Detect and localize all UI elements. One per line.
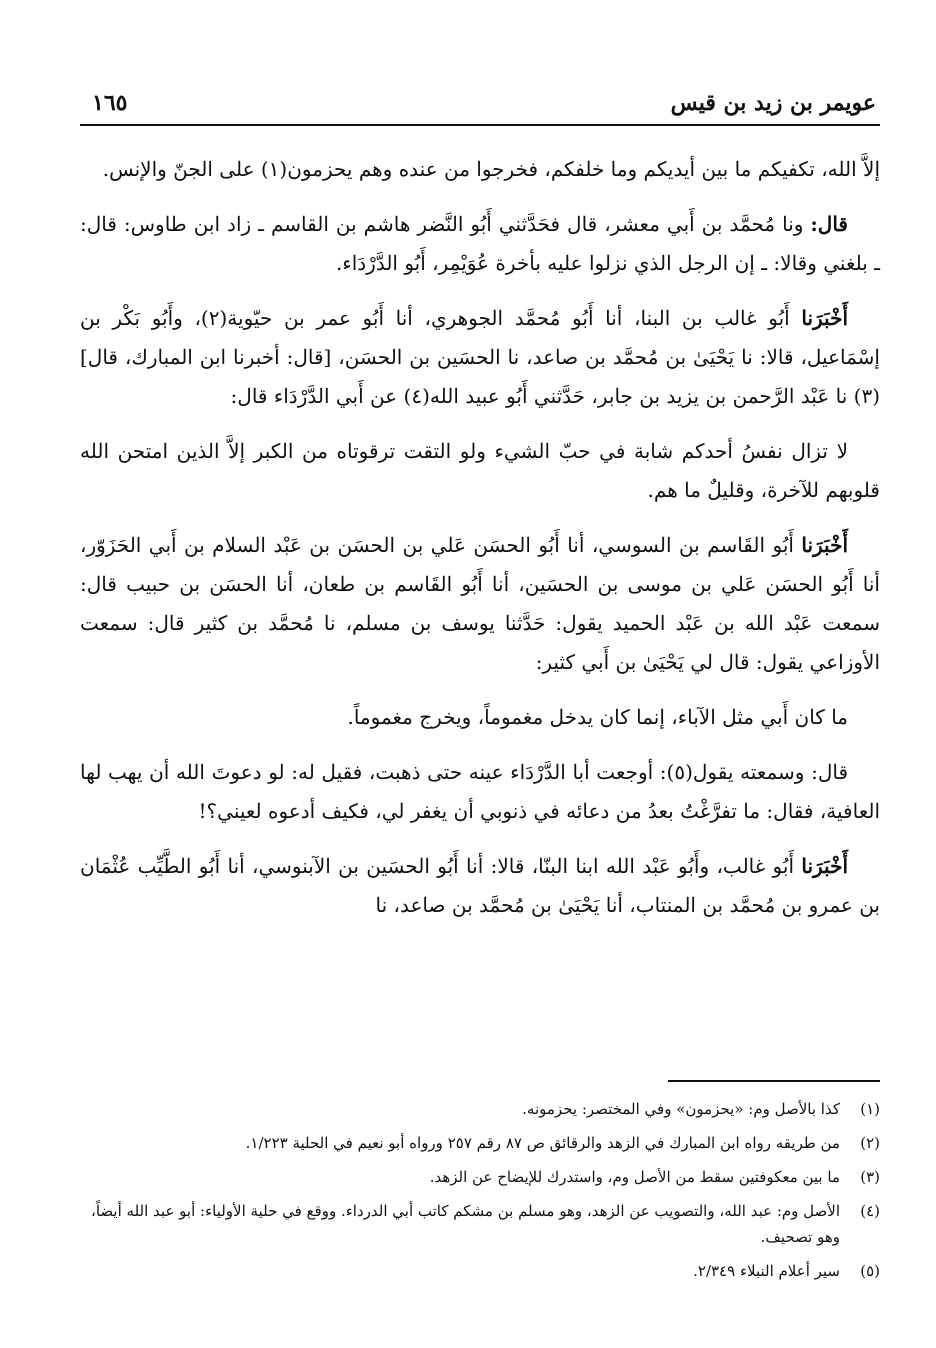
footnote-text: من طريقه رواه ابن المبارك في الزهد والرقائق ص ٨٧ رقم ٢٥٧ ورواه أبو نعيم في الحلية ١/٢٢٣. — [245, 1134, 840, 1152]
footnote-number: (٤) — [860, 1202, 880, 1220]
footnote-2 — [80, 1130, 880, 1156]
paragraph-text: قال: وسمعته يقول(٥): أوجعت أبا الدَّرْدَاء عينه حتى ذهبت، فقيل له: لو دعوتَ الله أن يهب لها العافية، فقال: ما تفرَّغْتُ بعدُ من دعائه في ذنوبي أن يغفر لي، فكيف أدعوه لعيني؟! — [80, 760, 880, 823]
footnote-5 — [80, 1258, 880, 1284]
paragraph-text: أَبُو القَاسم بن السوسي، أنا أَبُو الحسَن عَلي بن الحسَن بن عَبْد السلام بن أَبي الحَزَوّر، أنا أَبُو الحسَن عَلي بن موسى بن الحسَين، أنا أَبُو القَاسم بن طعان، أنا الحسَن بن حبيب قال: سمعت عَبْد الله بن عَبْد الحميد يقول: حَدَّثنا يوسف بن مسلم، نا مُحمَّد بن كثير قال: سمعت الأوزاعي يقول: قال لي يَحْيَىٰ بن أَبي كثير: — [80, 533, 880, 674]
paragraph-text: إلاَّ الله، تكفيكم ما بين أيديكم وما خلفكم، فخرجوا من عنده وهم يحزمون(١) على الجنّ والإنس. — [102, 157, 880, 181]
paragraph-5 — [80, 526, 880, 682]
paragraph-3 — [80, 299, 880, 416]
paragraph-7 — [80, 753, 880, 831]
footnote-1 — [80, 1096, 880, 1122]
footnote-text: ما بين معكوفتين سقط من الأصل وم، واستدرك للإيضاح عن الزهد. — [429, 1168, 840, 1186]
footnote-3 — [80, 1164, 880, 1190]
running-title: عويمر بن زيد بن قيس — [670, 90, 876, 116]
footnote-text: سير أعلام النبلاء ٢/٣٤٩. — [693, 1262, 840, 1280]
main-text — [80, 150, 880, 941]
paragraph-text: لا تزال نفسُ أحدكم شابة في حبّ الشيء ولو التقت ترقوتاه من الكبر إلاَّ الذين امتحن الله قلوبهم للآخرة، وقليلٌ ما هم. — [80, 439, 880, 502]
footnote-text: كذا بالأصل وم: «يحزمون» وفي المختصر: يحزمونه. — [522, 1100, 840, 1118]
footnote-text: الأصل وم: عبد الله، والتصويب عن الزهد، وهو مسلم بن مشكم كاتب أبي الدرداء. ووقع في حلية الأولياء: أبو عبد الله أيضاً، وهو تصحيف. — [91, 1202, 840, 1246]
page-number: ١٦٥ — [92, 90, 128, 116]
paragraph-text: أَبُو غالب، وأَبُو عَبْد الله ابنا البنّا، قالا: أنا أَبُو الحسَين بن الآبنوسي، أنا أَبُو الطَّيِّب عُثْمَان بن عمرو بن مُحمَّد بن المنتاب، أنا يَحْيَىٰ بن مُحمَّد بن صاعد، نا — [80, 854, 880, 917]
paragraph-lead: قال: — [810, 212, 848, 236]
paragraph-text: ما كان أَبي مثل الآباء، إنما كان يدخل مغموماً، ويخرج مغموماً. — [347, 705, 848, 729]
paragraph-4 — [80, 432, 880, 510]
paragraph-text: ونا مُحمَّد بن أَبي معشر، قال فحَدَّثني أَبُو النَّضر هاشم بن القاسم ـ زاد ابن طاوس: قال: ـ بلغني وقالا: ـ إن الرجل الذي نزلوا عليه بأخرة عُوَيْمِر، أَبُو الدَّرْدَاء. — [80, 212, 880, 275]
paragraph-1 — [80, 150, 880, 189]
paragraph-lead: أَخْبَرَنا — [801, 533, 848, 557]
paragraph-8 — [80, 847, 880, 925]
footnote-number: (٢) — [860, 1134, 880, 1152]
running-header — [80, 88, 880, 126]
footnote-number: (١) — [860, 1100, 880, 1118]
paragraph-lead: أَخْبَرَنا — [801, 854, 848, 878]
footnotes — [80, 1096, 880, 1292]
footnote-number: (٥) — [860, 1262, 880, 1280]
paragraph-lead: أَخْبَرَنا — [801, 306, 848, 330]
footnote-4 — [80, 1198, 880, 1250]
paragraph-2 — [80, 205, 880, 283]
paragraph-6 — [80, 698, 880, 737]
footnote-separator — [668, 1080, 880, 1082]
paragraph-text: أَبُو غالب بن البنا، أنا أَبُو مُحمَّد الجوهري، أنا أَبُو عمر بن حيّوية(٢)، وأَبُو بَكْر بن إسْمَاعيل، قالا: نا يَحْيَىٰ بن مُحمَّد بن صاعد، نا الحسَين بن الحسَن، [قال: أخبرنا ابن المبارك، قال](٣) نا عَبْد الرَّحمن بن يزيد بن جابر، حَدَّثني أَبُو عبيد الله(٤) عن أَبي الدَّرْدَاء قال: — [80, 306, 880, 408]
footnote-number: (٣) — [860, 1168, 880, 1186]
